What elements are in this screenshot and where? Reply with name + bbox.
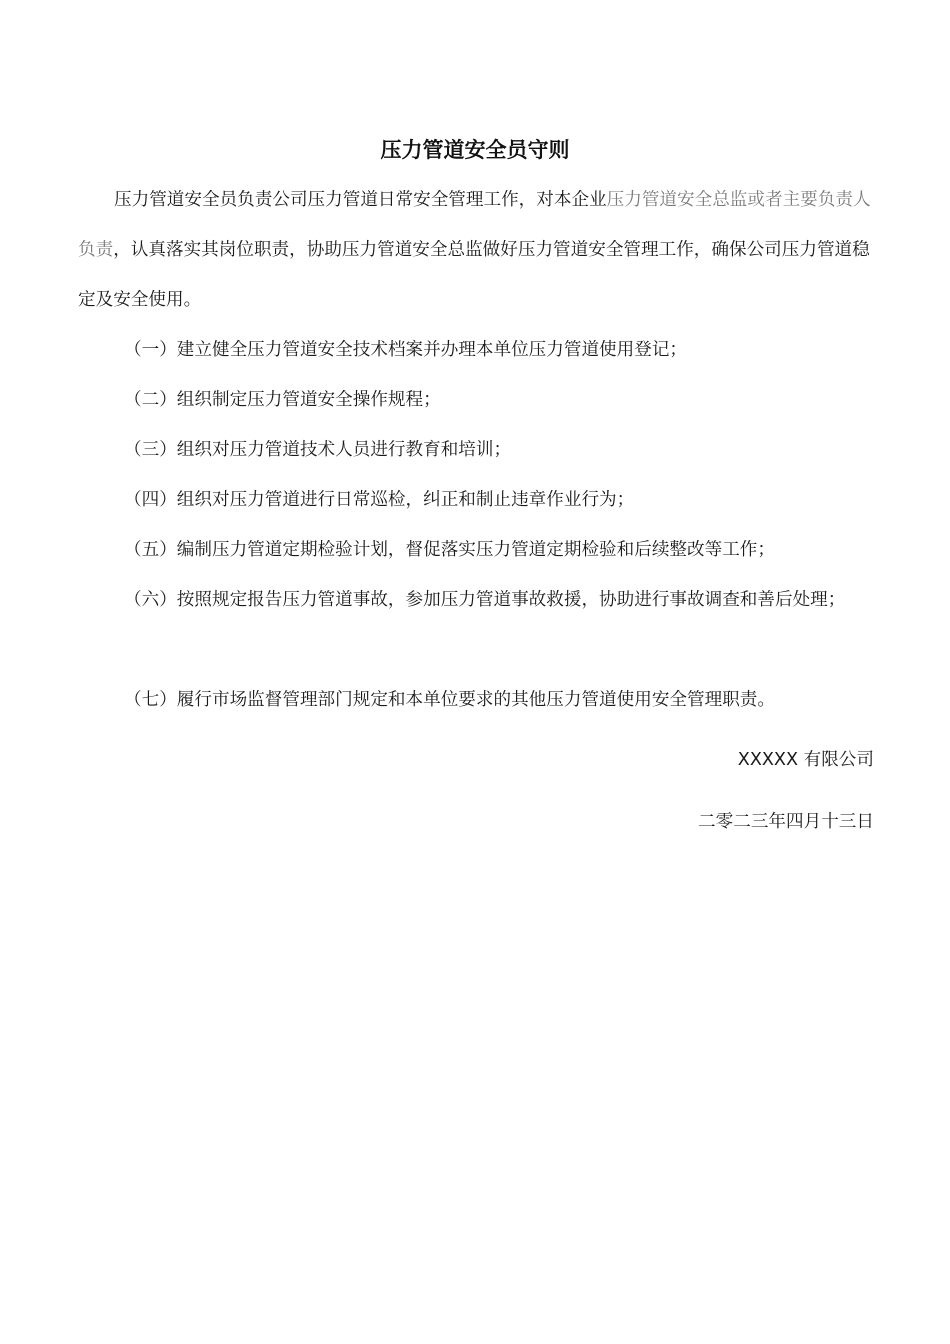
duty-item-4: （四）组织对压力管道进行日常巡检，纠正和制止违章作业行为； — [124, 490, 635, 510]
duty-item-5: （五）编制压力管道定期检验计划，督促落实压力管道定期检验和后续整改等工作； — [124, 540, 775, 560]
duty-item-1: （一）建立健全压力管道安全技术档案并办理本单位压力管道使用登记； — [124, 340, 688, 360]
company-signature: XXXXX 有限公司 — [737, 750, 874, 770]
duty-item-7: （七）履行市场监督管理部门规定和本单位要求的其他压力管道使用安全管理职责。 — [124, 690, 775, 710]
duty-item-2: （二）组织制定压力管道安全操作规程； — [124, 390, 441, 410]
intro-text-part2: ，认真落实其岗位职责，协助压力管道安全总监做好压力管道安全管理工作，确保公司压力管道稳定及安全使用。 — [78, 240, 870, 310]
intro-text-part1: 压力管道安全员负责公司压力管道日常安全管理工作，对本企业 — [114, 190, 607, 210]
document-date: 二零二三年四月十三日 — [698, 812, 874, 832]
document-title: 压力管道安全员守则 — [380, 138, 570, 162]
duty-item-6: （六）按照规定报告压力管道事故，参加压力管道事故救援，协助进行事故调查和善后处理； — [124, 590, 846, 610]
duty-item-3: （三）组织对压力管道技术人员进行教育和培训； — [124, 440, 512, 460]
intro-highlight-text: 压力管道安全总监或者主要负责人负责 — [78, 190, 871, 260]
intro-paragraph — [78, 175, 874, 325]
